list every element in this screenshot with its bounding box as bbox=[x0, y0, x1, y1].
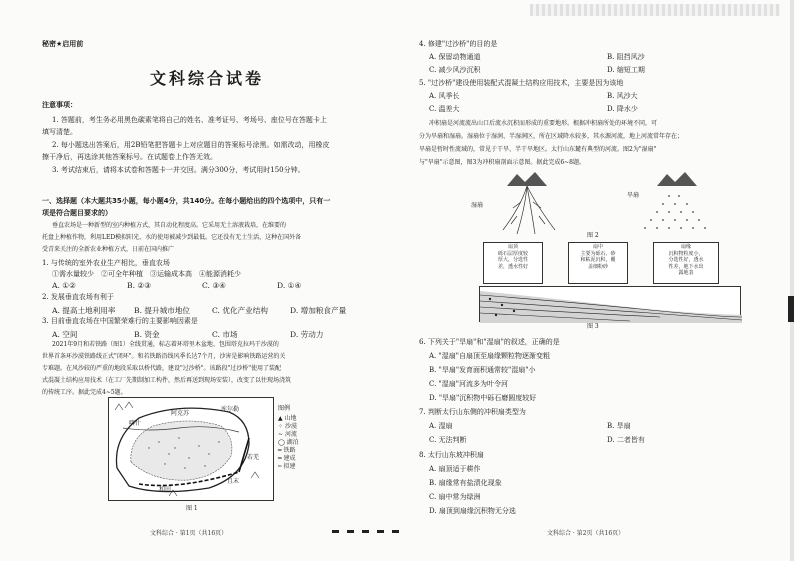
question-1-options bbox=[52, 281, 352, 290]
passage-line: 垂直农场是一种新型的室内种植方式，其自动化程度高。它采用无土溶液栽培，在维要的 bbox=[52, 222, 287, 229]
option-c[interactable]: C. 扇中常为绿洲 bbox=[429, 493, 481, 501]
place-label: 若羌 bbox=[247, 454, 260, 461]
question-8-stem: 8. 太行山东坡冲积扇 bbox=[419, 451, 484, 459]
question-5-stem: 5. "过沙桥"建设使用装配式混凝土结构应用技术，主要是因为该地 bbox=[419, 79, 624, 87]
option-c[interactable]: C. 无法判断 bbox=[429, 436, 467, 444]
note-line: 1. 答题前，考生务必用黑色碳素笔将自己的姓名、准考证号、考场号、座位号在答题卡上 bbox=[52, 116, 327, 124]
footer-left: 文科综合 · 第1页（共16页） bbox=[150, 530, 228, 537]
note-line: 2. 每小题选出答案后，用2B铅笔把答题卡上对应题目的答案标号涂黑。如需改动，用橡皮 bbox=[52, 141, 330, 149]
question-2-stem: 2. 发展垂直农场有利于 bbox=[42, 293, 114, 301]
option-b[interactable]: B. 风沙大 bbox=[607, 92, 638, 100]
option-c[interactable]: C. 市场 bbox=[212, 330, 238, 339]
option-a[interactable]: A. 空间 bbox=[52, 330, 78, 339]
passage-line: 分为旱扇和湿扇。湿扇位于湿润、半湿润区，所在区域降水较多，其水源河流，地上河流常年存在； bbox=[419, 133, 684, 140]
note-line: 3. 考试结束后，请将本试卷和答题卡一并交回。满分300分，考试用时150分钟。 bbox=[52, 166, 305, 174]
place-label: 和田 bbox=[159, 486, 172, 493]
legend-item: 山地 bbox=[284, 415, 297, 422]
legend-item: 湖泊 bbox=[286, 439, 299, 446]
question-4-stem: 4. 修建"过沙桥"的目的是 bbox=[419, 40, 498, 48]
dry-fan-label: 旱扇 bbox=[627, 192, 640, 199]
alluvial-fan-illustration bbox=[447, 172, 737, 238]
place-label: 阿克苏 bbox=[171, 410, 190, 417]
figure-1-legend: 图例 ▲ 山地 ⁘ 沙漠 ~ 河流 ◯ 湖泊 ═ 铁路 ━ 建成 ┅ 拟建 bbox=[278, 405, 328, 471]
question-1-items: ①需水量较少 ②可全年种植 ③运输成本高 ④能源消耗少 bbox=[52, 270, 241, 278]
note-line: 填写清楚。 bbox=[42, 128, 77, 136]
passage-line: 旱扇是暂时性流域的，常见于干旱、半干旱地区。太行山东麓有典型的河流。图2为"湿扇" bbox=[419, 146, 657, 153]
passage-line: 式混凝土结构应用技术（在工厂先期制加工构件，然后再送到现场安装），改变了以往现场浇筑 bbox=[42, 377, 292, 384]
note-line: 擦干净后，再选涂其他答案标号。在试题卷上作答无效。 bbox=[42, 153, 217, 161]
notes-heading: 注意事项： bbox=[42, 101, 77, 109]
fan-apex-box: 扇顶 砾石层厚度较 厚大，分选性 差，透水性好 bbox=[483, 242, 543, 284]
option-a[interactable]: A. 保留动物通道 bbox=[429, 53, 481, 61]
fan-edge-box: 扇缘 沉积物粒度小， 分选性好，透水 性差，地下水出 露地表 bbox=[653, 242, 719, 284]
passage-line: 的传统工序。据此完成4~5题。 bbox=[42, 389, 127, 396]
option-d[interactable]: D. 扇顶到扇缘沉积物无分选 bbox=[429, 507, 516, 515]
passage-line: 与"旱扇"示意图，图3为冲积扇剖面示意图。据此完成6~8题。 bbox=[419, 159, 586, 166]
place-label: 库尔勒 bbox=[221, 406, 240, 413]
question-3-stem: 3. 目前垂直农场在中国繁荣难行的主要影响因素是 bbox=[42, 317, 198, 325]
wet-fan-label: 湿扇 bbox=[471, 202, 484, 209]
page-separator-dots bbox=[332, 530, 399, 533]
option-a[interactable]: A. "湿扇"自扇顶至扇缘颗粒物逐渐变粗 bbox=[429, 352, 550, 360]
figure-3-cross-section bbox=[479, 286, 741, 322]
question-6-stem: 6. 下列关于"旱扇"和"湿扇"的叙述，正确的是 bbox=[419, 338, 560, 346]
section-heading: 一、选择题（本大题共35小题，每小题4分，共140分。在每小题给出的四个选项中，只有一 bbox=[42, 197, 331, 205]
figure-3-caption: 图 3 bbox=[587, 323, 599, 330]
option-d[interactable]: D. 劳动力 bbox=[290, 330, 324, 339]
option-b[interactable]: B. 阻挡风沙 bbox=[607, 53, 645, 61]
option-c[interactable]: C. ③④ bbox=[202, 281, 226, 290]
legend-item: 沙漠 bbox=[284, 423, 297, 430]
fan-middle-box: 扇中 主要为砾石、砂 和粘泥沉积，覆 盖细粉砂 bbox=[568, 242, 628, 284]
figure-2-caption: 图 2 bbox=[587, 232, 599, 239]
figure-1-caption: 图 1 bbox=[186, 505, 198, 512]
question-2-options bbox=[52, 305, 372, 316]
exam-title: 文科综合试卷 bbox=[150, 69, 265, 88]
question-7-stem: 7. 判断太行山东侧的冲积扇类型为 bbox=[419, 408, 526, 416]
passage-line: 冲积扇是河流流出山口后流水沉积而形成的重要地形。根据冲积扇所处的环境不同，可 bbox=[429, 120, 658, 127]
legend-item: 拟建 bbox=[283, 463, 296, 470]
option-c[interactable]: C. "湿扇"河流多为叶令河 bbox=[429, 380, 508, 388]
option-d[interactable]: D. 缩短工期 bbox=[607, 66, 645, 74]
secret-label: 秘密★启用前 bbox=[42, 40, 84, 48]
option-a[interactable]: A. 湿扇 bbox=[429, 422, 453, 430]
option-b[interactable]: B. ②③ bbox=[127, 281, 152, 290]
option-b[interactable]: B. 提升城市地位 bbox=[134, 306, 190, 315]
passage-line: 专难题。在风沙较的严重的地段采取以桥代路，建设"过沙桥"。该路段"过沙桥"使用了装配 bbox=[42, 365, 282, 372]
option-d[interactable]: D. ①④ bbox=[277, 281, 302, 290]
passage-line: 托盘上种植作物，利用LED模拟阳光，水的使用被减少到最低。它还没有无土生活，这种在国外备 bbox=[42, 234, 302, 241]
option-b[interactable]: B. "旱扇"发育面积通常较"湿扇"小 bbox=[429, 366, 536, 374]
option-a[interactable]: A. 提高土地利用率 bbox=[52, 306, 116, 315]
question-1-stem: 1. 与传统的室外农业生产相比，垂直农场 bbox=[42, 259, 170, 267]
figure-2 bbox=[447, 172, 737, 238]
map-graphic bbox=[109, 398, 275, 502]
option-a[interactable]: A. 扇顶适于耕作 bbox=[429, 465, 481, 473]
cross-section-graphic bbox=[480, 287, 742, 323]
option-c[interactable]: C. 优化产业结构 bbox=[212, 306, 268, 315]
option-a[interactable]: A. 风季长 bbox=[429, 92, 460, 100]
option-c[interactable]: C. 温差大 bbox=[429, 105, 460, 113]
passage-line: 受青来关注的全新农业种植方式，日前在国内推广 bbox=[42, 246, 175, 253]
figure-1-map bbox=[108, 397, 274, 501]
option-d[interactable]: D. 降水少 bbox=[607, 105, 638, 113]
place-label: 喀什 bbox=[129, 420, 142, 427]
legend-item: 铁路 bbox=[283, 447, 296, 454]
option-b[interactable]: B. 资金 bbox=[134, 330, 160, 339]
option-a[interactable]: A. ①② bbox=[52, 281, 76, 290]
legend-item: 建成 bbox=[283, 455, 296, 462]
passage-line: 世界首条环沙漠铁路线正式"闭环"。和若铁路沿线风季长达7个月，沙害是影响铁路运营的关 bbox=[42, 353, 286, 360]
option-c[interactable]: C. 减少风沙沉积 bbox=[429, 66, 481, 74]
figure-3-labels bbox=[483, 242, 719, 284]
option-b[interactable]: B. 旱扇 bbox=[607, 422, 631, 430]
legend-item: 河流 bbox=[284, 431, 297, 438]
option-d[interactable]: D. 二者皆有 bbox=[607, 436, 645, 444]
legend-title: 图例 bbox=[278, 405, 291, 412]
footer-right: 文科综合 · 第2页（共16页） bbox=[547, 530, 625, 537]
question-3-options bbox=[52, 329, 372, 340]
right-page bbox=[397, 0, 794, 561]
section-heading-cont: 项是符合题目要求的） bbox=[42, 209, 112, 217]
option-d[interactable]: D. "旱扇"沉积物中砾石磨圆度较好 bbox=[429, 394, 537, 402]
option-b[interactable]: B. 扇缘常有盐渍化现象 bbox=[429, 479, 502, 487]
place-label: 且末 bbox=[227, 478, 240, 485]
option-d[interactable]: D. 增加粮食产量 bbox=[290, 306, 347, 315]
passage-line: 2021年9月和若铁路（图1）全线贯通，标志着环塔里木盆地、包围塔克拉玛干沙漠的 bbox=[52, 341, 279, 348]
